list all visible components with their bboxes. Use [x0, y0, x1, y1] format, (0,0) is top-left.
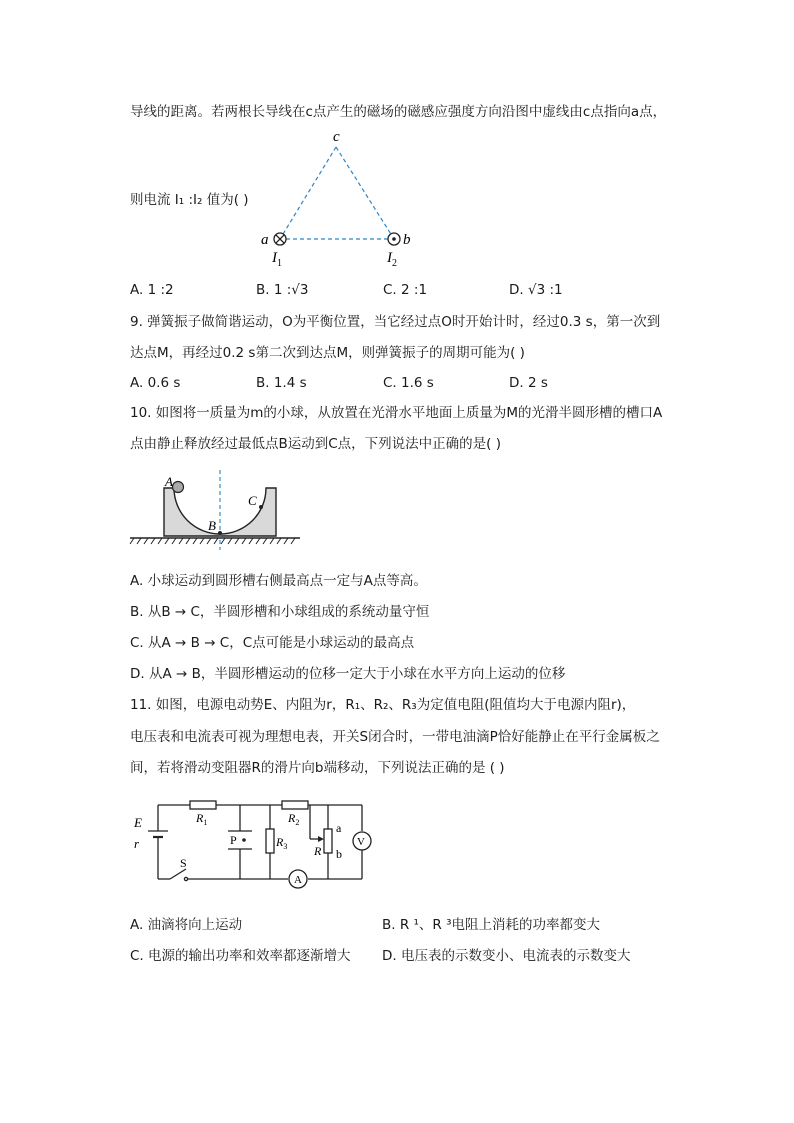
q10-option-b: B. 从B → C，半圆形槽和小球组成的系统动量守恒: [130, 604, 430, 620]
q10-option-a: A. 小球运动到圆形槽右侧最高点一定与A点等高。: [130, 573, 427, 589]
q8-triangle-figure: [250, 125, 430, 275]
q11-option-a: A. 油滴将向上运动: [130, 917, 243, 933]
label-S: S: [180, 856, 187, 870]
label-a-terminal: a: [336, 821, 342, 835]
label-b: b: [403, 232, 411, 248]
q11-text-line1: 11. 如图，电源电动势E、内阻为r，R₁、R₂、R₃为定值电阻(阻值均大于电源内阻r)，: [130, 697, 636, 713]
q8-text-line2: 则电流 I₁ :I₂ 值为( ): [130, 192, 249, 208]
resistor-r1: [190, 801, 216, 809]
slider-arrow-icon: [318, 836, 324, 842]
q9-text-line2: 达点M，再经过0.2 s第二次到达点M，则弹簧振子的周期可能为( ): [130, 345, 525, 361]
wire-b-out-of-page-icon: [388, 233, 400, 245]
label-P: P: [230, 833, 237, 847]
dashed-line-ca: [280, 147, 336, 239]
q10-option-d: D. 从A → B，半圆形槽运动的位移一定大于小球在水平方向上运动的位移: [130, 666, 566, 682]
q11-option-b: B. R ¹、R ³电阻上消耗的功率都变大: [382, 917, 601, 933]
q11-text-line3: 间，若将滑动变阻器R的滑片向b端移动，下列说法正确的是 ( ): [130, 760, 505, 776]
q11-option-d: D. 电压表的示数变小、电流表的示数变大: [382, 948, 631, 964]
switch-blade: [170, 869, 186, 879]
label-A: A: [165, 474, 173, 489]
q8-option-c: C. 2 :1: [383, 282, 428, 298]
label-i1: $I_1$: [272, 250, 282, 269]
oil-drop-icon: [242, 838, 246, 842]
label-i2: $I_2$: [387, 250, 397, 269]
label-R3: $R_3$: [276, 835, 288, 851]
rheostat-r: [324, 829, 332, 853]
q8-option-b: B. 1 :√3: [256, 282, 309, 298]
label-C: C: [248, 493, 257, 508]
ground-hatching: [130, 538, 295, 544]
label-V: V: [357, 836, 365, 848]
label-E: E: [134, 815, 142, 830]
resistor-r2: [282, 801, 308, 809]
point-c-icon: [259, 505, 263, 509]
label-A-meter: A: [294, 874, 302, 886]
label-R: R: [314, 844, 322, 858]
label-c: c: [333, 129, 340, 145]
q9-option-a: A. 0.6 s: [130, 375, 181, 391]
q9-option-b: B. 1.4 s: [256, 375, 307, 391]
label-a: a: [261, 232, 269, 248]
q10-semicircle-groove-figure: [130, 470, 305, 550]
q9-text-line1: 9. 弹簧振子做简谐运动，O为平衡位置，当它经过点O时开始计时，经过0.3 s，第一次到: [130, 314, 661, 330]
q10-text-line2: 点由静止释放经过最低点B运动到C点，下列说法中正确的是( ): [130, 436, 502, 452]
switch-contact: [184, 877, 187, 880]
point-b-icon: [218, 531, 222, 535]
label-R2: $R_2$: [288, 811, 300, 827]
q9-option-c: C. 1.6 s: [383, 375, 434, 391]
q10-option-c: C. 从A → B → C，C点可能是小球运动的最高点: [130, 635, 415, 651]
label-r: r: [134, 836, 140, 851]
label-B: B: [208, 518, 216, 533]
wire-a-into-page-icon: [274, 233, 286, 245]
q8-text-line1: 导线的距离。若两根长导线在c点产生的磁场的磁感应强度方向沿图中虚线由c点指向a点，: [130, 104, 667, 120]
q8-option-d: D. √3 :1: [509, 282, 563, 298]
q9-option-d: D. 2 s: [509, 375, 548, 391]
resistor-r3: [266, 829, 274, 853]
dashed-line-cb: [336, 147, 394, 239]
q11-circuit-figure: [130, 795, 375, 895]
label-b-terminal: b: [336, 847, 342, 861]
q11-option-c: C. 电源的输出功率和效率都逐渐增大: [130, 948, 351, 964]
label-R1: $R_1$: [196, 811, 208, 827]
q10-text-line1: 10. 如图将一质量为m的小球，从放置在光滑水平地面上质量为M的光滑半圆形槽的槽口A: [130, 405, 663, 421]
q8-option-a: A. 1 :2: [130, 282, 174, 298]
ball-icon: [173, 482, 184, 493]
q11-text-line2: 电压表和电流表可视为理想电表，开关S闭合时，一带电油滴P恰好能静止在平行金属板之: [130, 729, 660, 745]
